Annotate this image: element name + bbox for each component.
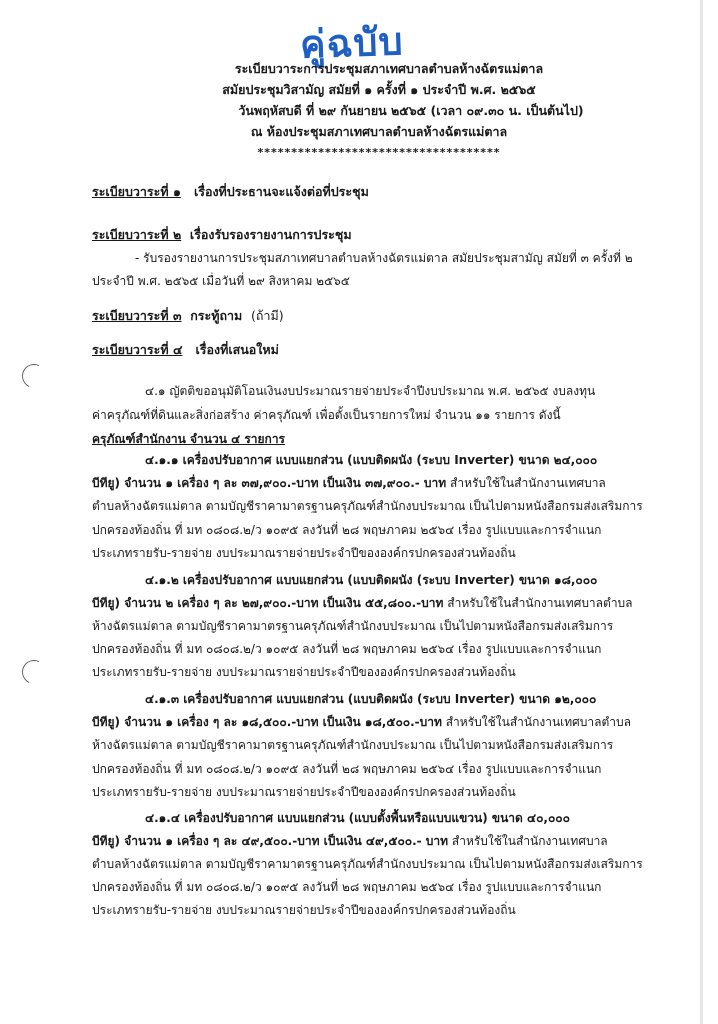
header-line-3: วันพฤหัสบดี ที่ ๒๙ กันยายน ๒๕๖๕ (เวลา ๐๙.๓๐ น. เป็นต้นไป) (238, 103, 584, 118)
binder-hole-top (19, 361, 50, 392)
item-4-line-2 (92, 832, 608, 851)
copy-stamp: คู่ฉบับ (299, 19, 405, 67)
agenda-2-label: ระเบียบวาระที่ ๒ (92, 227, 182, 242)
item-1-line-3: ตำบลห้างฉัตรแม่ตาล ตามบัญชีราคามาตรฐานครุภัณฑ์สำนักงบประมาณ เป็นไปตามหนังสือกรมส่งเสริมการ (92, 499, 643, 513)
item-3-line-3: ห้างฉัตรแม่ตาล ตามบัญชีราคามาตรฐานครุภัณฑ์สำนักงบประมาณ เป็นไปตามหนังสือกรมส่งเสริมการ (92, 738, 614, 752)
item-2-purpose: สำหรับใช้ในสำนักงานเทศบาลตำบล (443, 596, 633, 610)
category-heading: ครุภัณฑ์สำนักงาน จำนวน ๔ รายการ (92, 432, 286, 446)
item-2-line-4: ปกครองท้องถิ่น ที่ มท ๐๘๐๘.๒/ว ๑๐๙๕ ลงวันที่ ๒๘ พฤษภาคม ๒๕๖๔ เรื่อง รูปแบบและการจำแนก (92, 642, 602, 656)
agenda-2-body-line-1: - รับรองรายงานการประชุมสภาเทศบาลตำบลห้างฉัตรแม่ตาล สมัยประชุมสามัญ สมัยที่ ๓ ครั้งที่ ๒ (135, 251, 633, 265)
item-1-line-4: ปกครองท้องถิ่น ที่ มท ๐๘๐๘.๒/ว ๑๐๙๕ ลงวันที่ ๒๘ พฤษภาคม ๒๕๖๔ เรื่อง รูปแบบและการจำแนก (92, 523, 602, 537)
item-2-quantity-price: บีทียู) จำนวน ๒ เครื่อง ๆ ละ ๒๗,๙๐๐.-บาท เป็นเงิน ๕๕,๘๐๐.-บาท (92, 596, 444, 610)
item-4-line-1: ๔.๑.๔ เครื่องปรับอากาศ แบบแยกส่วน (แบบตั้งพื้นหรือแบบแขวน) ขนาด ๔๐,๐๐๐ (145, 811, 570, 825)
agenda-4-intro-line-1: ๔.๑ ญัตติขออนุมัติโอนเงินงบประมาณรายจ่ายประจำปีงบประมาณ พ.ศ. ๒๕๖๕ งบลงทุน (145, 384, 596, 398)
item-2-line-2 (92, 594, 633, 613)
item-3-quantity-price: บีทียู) จำนวน ๑ เครื่อง ๆ ละ ๑๘,๕๐๐.-บาท เป็นเงิน ๑๘,๕๐๐.-บาท (92, 715, 442, 729)
agenda-2-body-line-2: ประจำปี พ.ศ. ๒๕๖๕ เมื่อวันที่ ๒๙ สิงหาคม ๒๕๖๕ (92, 274, 350, 288)
item-1-line-2 (92, 474, 606, 493)
agenda-4-label: ระเบียบวาระที่ ๔ (92, 342, 183, 357)
agenda-4-title: เรื่องที่เสนอใหม่ (195, 342, 279, 357)
item-3-line-4: ปกครองท้องถิ่น ที่ มท ๐๘๐๘.๒/ว ๑๐๙๕ ลงวันที่ ๒๘ พฤษภาคม ๒๕๖๔ เรื่อง รูปแบบและการจำแนก (92, 762, 602, 776)
header-line-2: สมัยประชุมวิสามัญ สมัยที่ ๑ ครั้งที่ ๑ ประจำปี พ.ศ. ๒๕๖๕ (222, 82, 536, 97)
agenda-4 (92, 340, 279, 360)
agenda-2 (92, 225, 352, 245)
agenda-3-note: (ถ้ามี) (251, 308, 284, 323)
agenda-1-title: เรื่องที่ประธานจะแจ้งต่อที่ประชุม (193, 184, 369, 199)
item-1-purpose: สำหรับใช้ในสำนักงานเทศบาล (446, 476, 606, 490)
agenda-3-title: กระทู้ถาม (190, 308, 243, 323)
header-divider: ************************************ (257, 146, 501, 159)
agenda-3-label: ระเบียบวาระที่ ๓ (92, 308, 182, 323)
item-3-purpose: สำหรับใช้ในสำนักงานเทศบาลตำบล (441, 715, 631, 729)
agenda-2-title: เรื่องรับรองรายงานการประชุม (189, 227, 352, 242)
binder-hole-bottom (19, 657, 50, 688)
agenda-4-intro-line-2: ค่าครุภัณฑ์ที่ดินและสิ่งก่อสร้าง ค่าครุภัณฑ์ เพื่อตั้งเป็นรายการใหม่ จำนวน ๑๑ รายการ ดังนี้ (92, 408, 561, 422)
item-1-quantity-price: บีทียู) จำนวน ๑ เครื่อง ๆ ละ ๓๗,๙๐๐.-บาท เป็นเงิน ๓๗,๙๐๐.- บาท (92, 476, 447, 490)
item-1-line-5: ประเภทรายรับ-รายจ่าย งบประมาณรายจ่ายประจำปีขององค์กรปกครองส่วนท้องถิ่น (92, 546, 516, 560)
item-2-line-5: ประเภทรายรับ-รายจ่าย งบประมาณรายจ่ายประจำปีขององค์กรปกครองส่วนท้องถิ่น (92, 665, 516, 679)
header-line-1: ระเบียบวาระการประชุมสภาเทศบาลตำบลห้างฉัตรแม่ตาล (234, 61, 544, 76)
header-line-4: ณ ห้องประชุมสภาเทศบาลตำบลห้างฉัตรแม่ตาล (250, 124, 508, 139)
item-2-line-1: ๔.๑.๒ เครื่องปรับอากาศ แบบแยกส่วน (แบบติดผนัง (ระบบ Inverter) ขนาด ๑๘,๐๐๐ (145, 573, 598, 587)
item-4-purpose: สำหรับใช้ในสำนักงานเทศบาล (448, 834, 608, 848)
item-3-line-1: ๔.๑.๓ เครื่องปรับอากาศ แบบแยกส่วน (แบบติดผนัง (ระบบ Inverter) ขนาด ๑๒,๐๐๐ (145, 692, 597, 706)
item-4-line-4: ปกครองท้องถิ่น ที่ มท ๐๘๐๘.๒/ว ๑๐๙๕ ลงวันที่ ๒๘ พฤษภาคม ๒๕๖๔ เรื่อง รูปแบบและการจำแนก (92, 880, 602, 894)
item-1-line-1: ๔.๑.๑ เครื่องปรับอากาศ แบบแยกส่วน (แบบติดผนัง (ระบบ Inverter) ขนาด ๒๔,๐๐๐ (145, 453, 598, 467)
item-4-line-5: ประเภทรายรับ-รายจ่าย งบประมาณรายจ่ายประจำปีขององค์กรปกครองส่วนท้องถิ่น (92, 903, 516, 917)
item-4-line-3: ตำบลห้างฉัตรแม่ตาล ตามบัญชีราคามาตรฐานครุภัณฑ์สำนักงบประมาณ เป็นไปตามหนังสือกรมส่งเสริมการ (92, 857, 643, 871)
item-2-line-3: ห้างฉัตรแม่ตาล ตามบัญชีราคามาตรฐานครุภัณฑ์สำนักงบประมาณ เป็นไปตามหนังสือกรมส่งเสริมการ (92, 619, 614, 633)
item-3-line-5: ประเภทรายรับ-รายจ่าย งบประมาณรายจ่ายประจำปีขององค์กรปกครองส่วนท้องถิ่น (92, 785, 516, 799)
item-4-quantity-price: บีทียู) จำนวน ๑ เครื่อง ๆ ละ ๔๙,๕๐๐.-บาท เป็นเงิน ๔๙,๕๐๐.- บาท (92, 834, 449, 848)
agenda-3 (92, 306, 284, 326)
agenda-1-label: ระเบียบวาระที่ ๑ (92, 184, 181, 199)
agenda-1 (92, 182, 369, 202)
item-3-line-2 (92, 713, 631, 732)
